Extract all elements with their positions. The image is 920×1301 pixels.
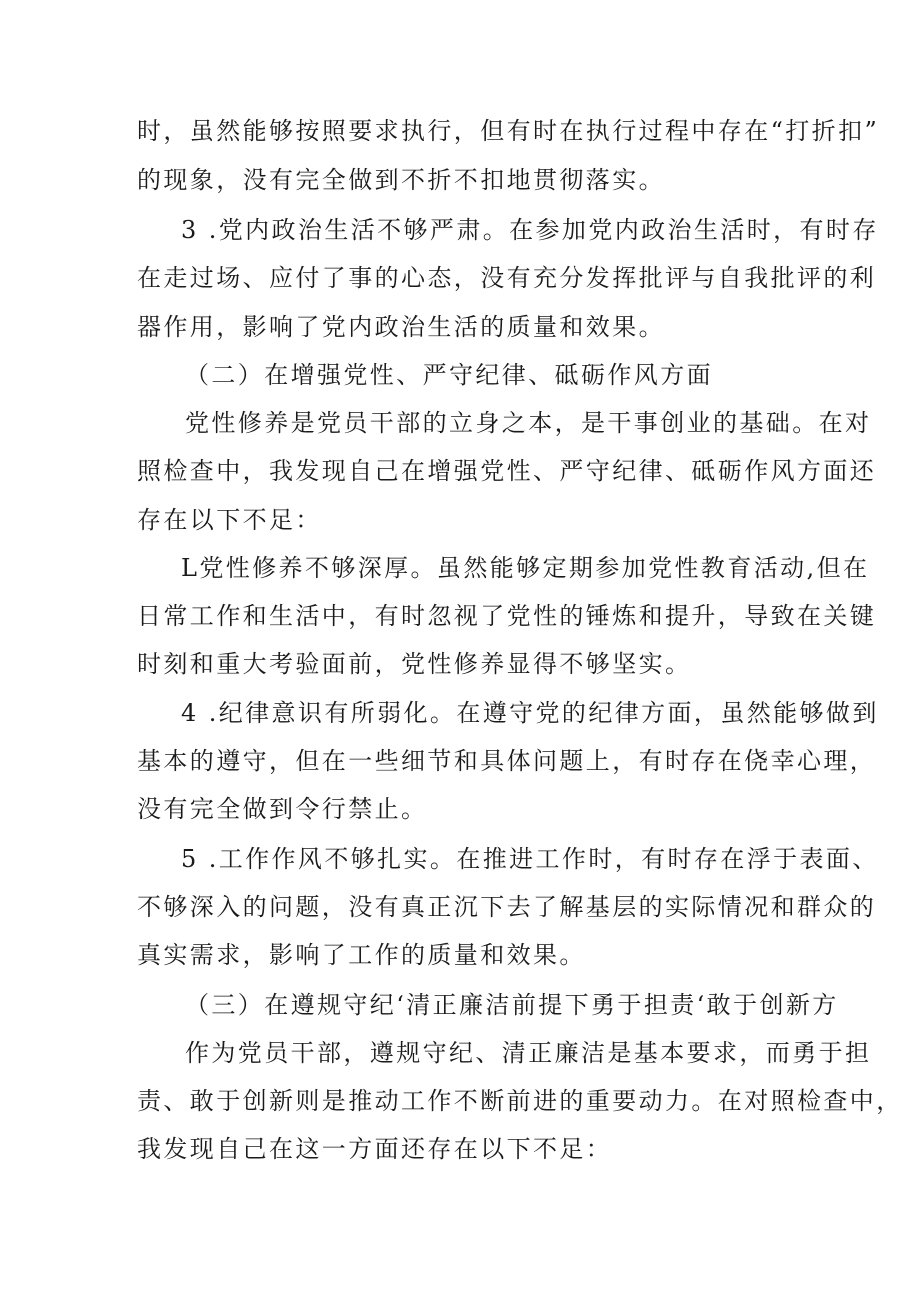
body-text-line: 日常工作和生活中，有时忽视了党性的锤炼和提升，导致在关键 [137,602,877,630]
body-text-line: 照检查中，我发现自己在增强党性、严守纪律、砥砺作风方面还 [137,457,877,485]
body-text-line: 在走过场、应付了事的心态，没有充分发挥批评与自我批评的利 [137,264,877,292]
paragraph-start: 党性修养是党员干部的立身之本，是干事创业的基础。在对 [185,409,872,437]
body-text-line: 基本的遵守，但在一些细节和具体问题上，有时存在侥幸心理， [137,747,877,775]
body-text-line: 时刻和重大考验面前，党性修养显得不够坚实。 [137,650,692,678]
body-text-line: 时，虽然能够按照要求执行，但有时在执行过程中存在“打折扣” [137,117,880,145]
body-text-line: 真实需求，影响了工作的质量和效果。 [137,941,586,969]
body-text-line: 责、敢于创新则是推动工作不断前进的重要动力。在对照检查中， [137,1087,903,1115]
paragraph-start: 作为党员干部，遵规守纪、清正廉洁是基本要求，而勇于担 [185,1039,872,1067]
section-heading-3: （三）在遵规守纪‘清正廉洁前提下勇于担责‘敢于创新方 [185,991,839,1019]
body-text-line: 的现象，没有完全做到不折不扣地贯彻落实。 [137,166,665,194]
body-text-line: 没有完全做到令行禁止。 [137,795,428,823]
body-text-line: 不够深入的问题，没有真正沉下去了解基层的实际情况和群众的 [137,893,877,921]
numbered-item-3: 3 .党内政治生活不够严肃。在参加党内政治生活时，有时存 [181,216,879,244]
body-text-line: 器作用，影响了党内政治生活的质量和效果。 [137,313,665,341]
section-heading-2: （二）在增强党性、严守纪律、砥砺作风方面 [185,361,713,389]
body-text-line: 存在以下不足： [137,506,322,534]
numbered-item-5: 5 .工作作风不够扎实。在推进工作时，有时存在浮于表面、 [181,845,879,873]
numbered-item-4: 4 .纪律意识有所弱化。在遵守党的纪律方面，虽然能够做到 [181,699,879,727]
body-text-line: 我发现自己在这一方面还存在以下不足： [137,1135,613,1163]
numbered-item-1: L党性修养不够深厚。虽然能够定期参加党性教育活动,但在 [181,554,870,582]
